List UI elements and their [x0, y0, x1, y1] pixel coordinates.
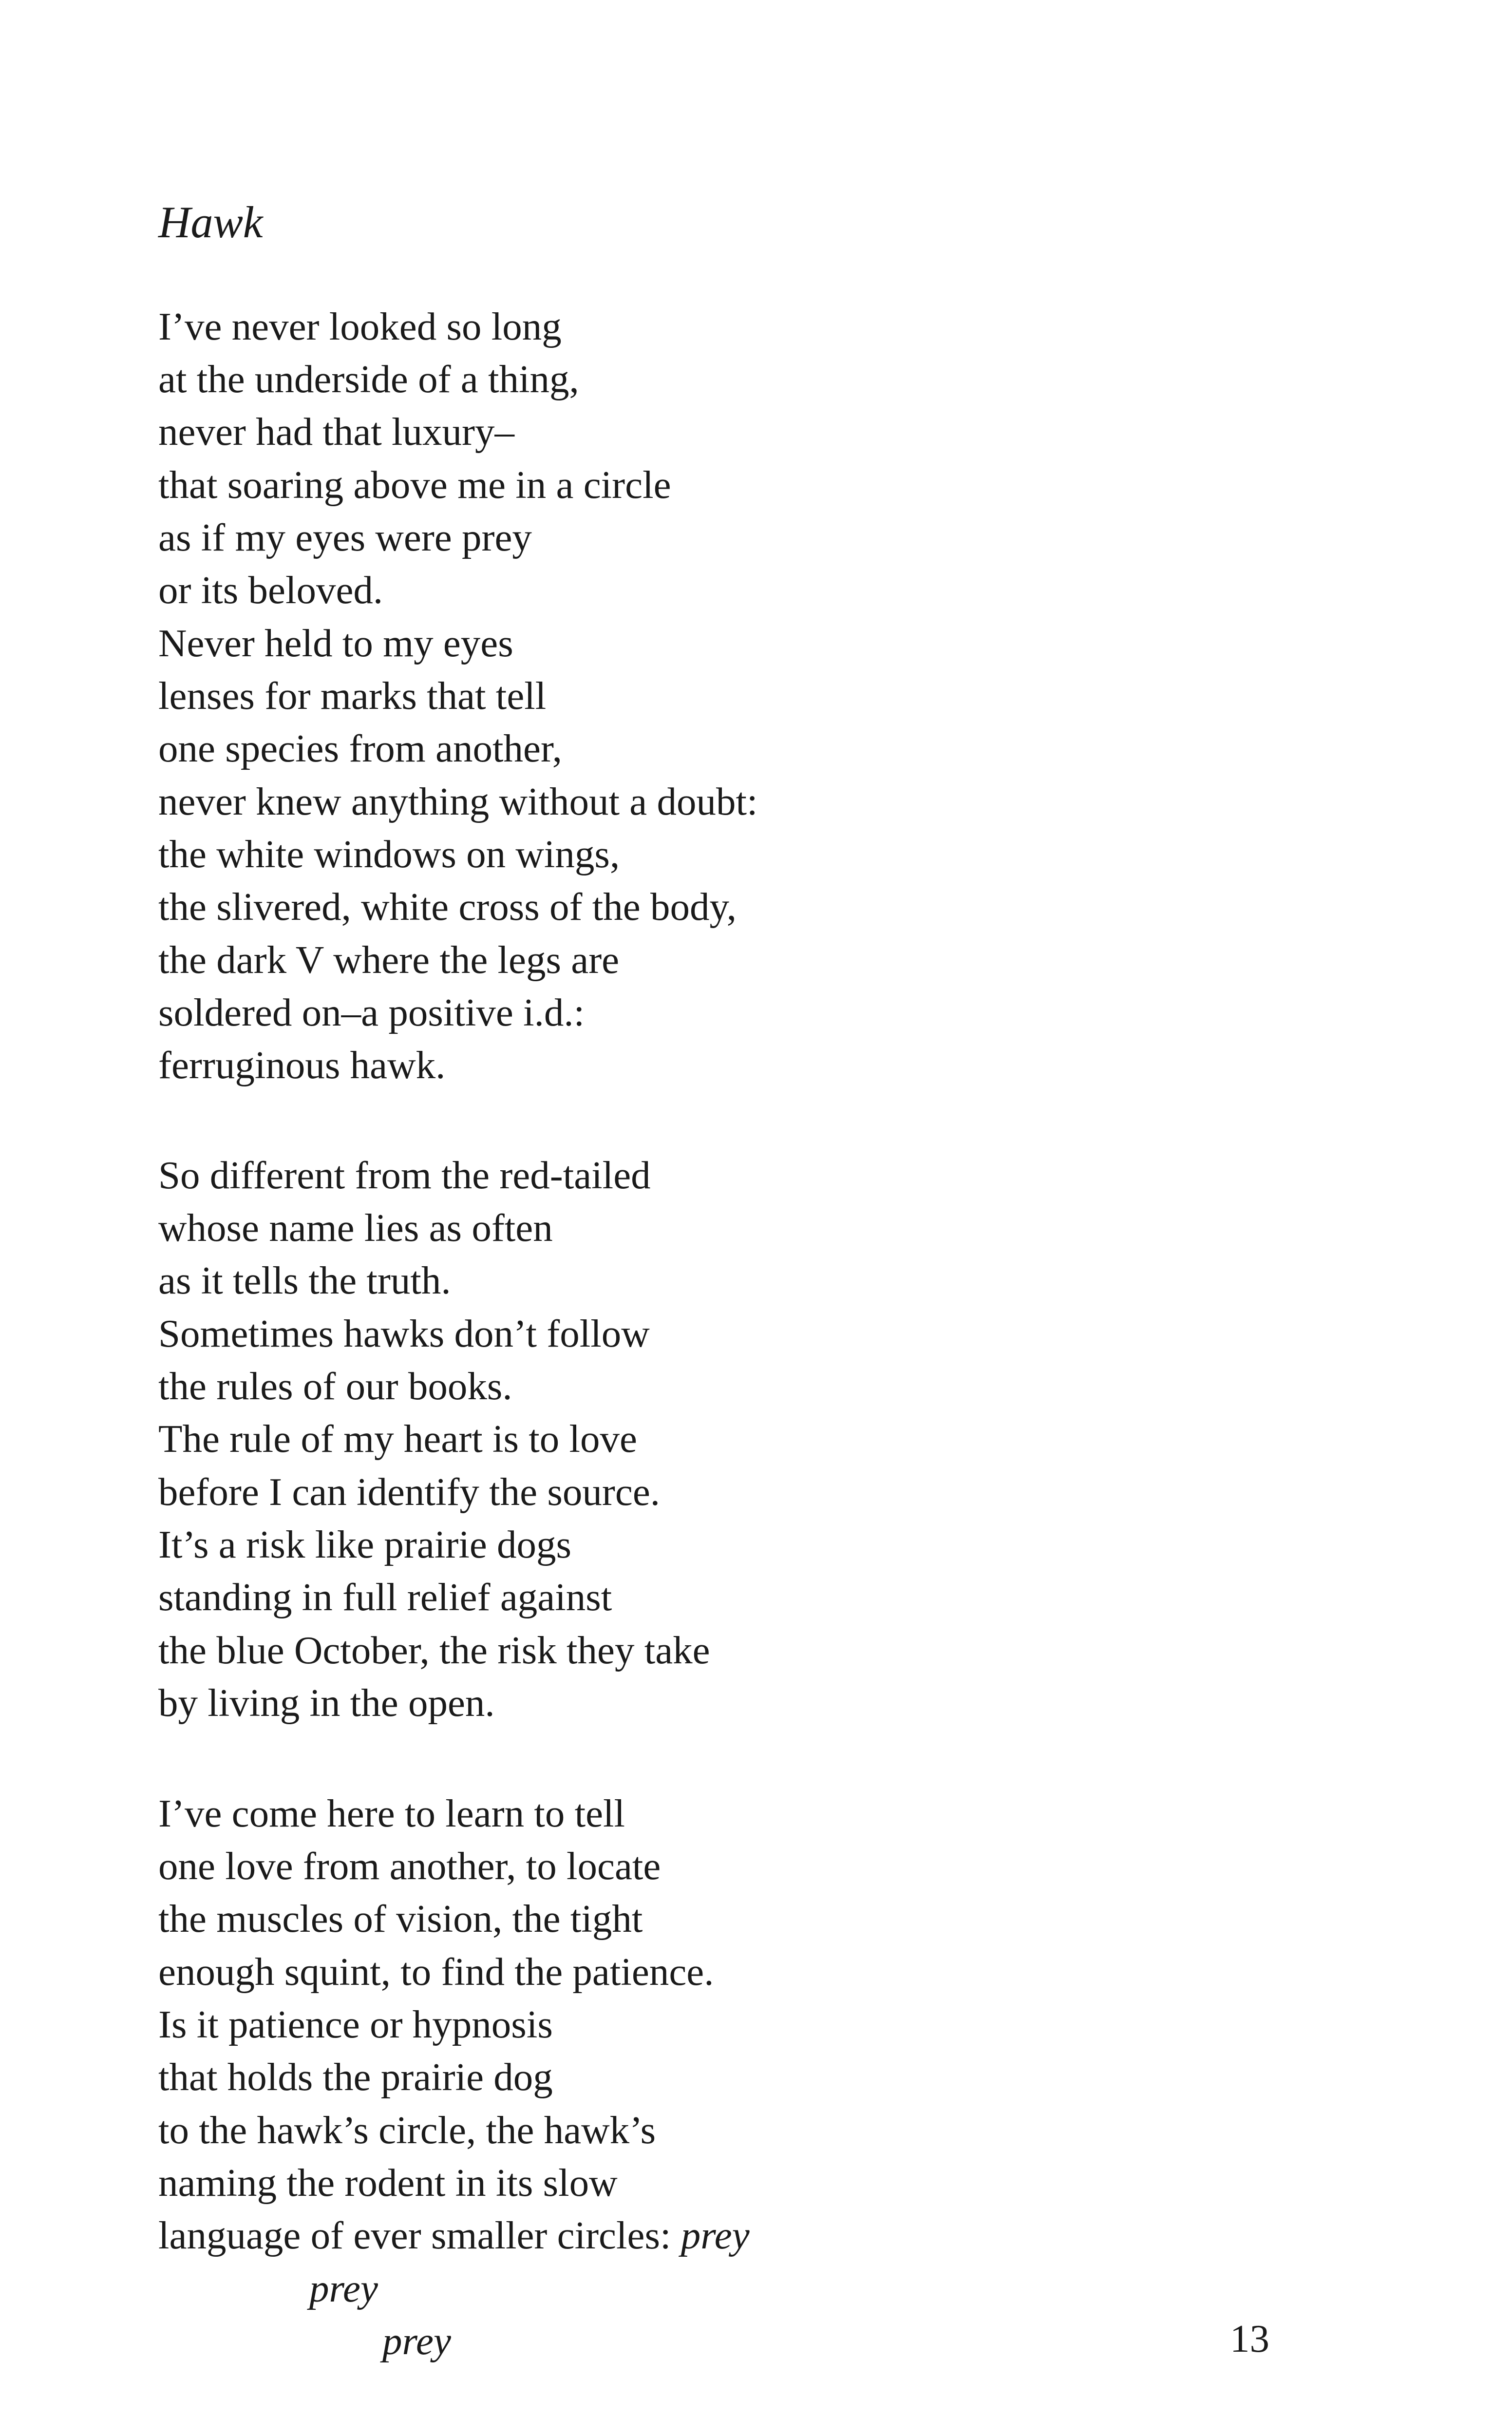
poem-line: that holds the prairie dog — [158, 2055, 553, 2099]
poem-line: I’ve come here to learn to tell — [158, 1791, 625, 1835]
poem-line: or its beloved. — [158, 568, 383, 612]
poem-line: So different from the red-tailed — [158, 1153, 651, 1197]
poem-line: Sometimes hawks don’t follow — [158, 1312, 650, 1355]
prey-indent-1: prey — [309, 2266, 378, 2310]
poem-line: as if my eyes were prey — [158, 515, 532, 559]
poem-line: never had that luxury– — [158, 410, 515, 454]
poem-line: the rules of our books. — [158, 1364, 512, 1408]
poem-line: Never held to my eyes — [158, 621, 513, 665]
poem-line: as it tells the truth. — [158, 1258, 451, 1302]
poem-line: at the underside of a thing, — [158, 357, 579, 401]
poem-line: the muscles of vision, the tight — [158, 1897, 643, 1941]
page-number: 13 — [1230, 2317, 1269, 2360]
poem-line: one species from another, — [158, 726, 562, 770]
poem-line: before I can identify the source. — [158, 1470, 661, 1514]
poem-line: ferruginous hawk. — [158, 1043, 446, 1087]
poem-line: naming the rodent in its slow — [158, 2161, 618, 2205]
poem-line: that soaring above me in a circle — [158, 463, 671, 507]
poem-line-text: language of ever smaller circles: — [158, 2213, 681, 2257]
poem-line: the slivered, white cross of the body, — [158, 885, 737, 929]
poem-line: one love from another, to locate — [158, 1844, 661, 1888]
poem-line: The rule of my heart is to love — [158, 1417, 637, 1461]
prey-word-italic: prey — [680, 2213, 750, 2257]
poem-line: the blue October, the risk they take — [158, 1628, 710, 1672]
poem-line: enough squint, to find the patience. — [158, 1950, 714, 1994]
prey-indent-2: prey — [382, 2319, 451, 2363]
poem-line: the white windows on wings, — [158, 832, 620, 876]
poem-line: standing in full relief against — [158, 1575, 612, 1619]
poem-line: whose name lies as often — [158, 1206, 553, 1250]
poem-title: Hawk — [158, 197, 263, 247]
poem-line: to the hawk’s circle, the hawk’s — [158, 2108, 656, 2152]
poem-line: I’ve never looked so long — [158, 304, 562, 348]
poem-line: lenses for marks that tell — [158, 674, 547, 718]
poem-line: Is it patience or hypnosis — [158, 2002, 553, 2046]
poem-line: by living in the open. — [158, 1681, 495, 1725]
poem-line: the dark V where the legs are — [158, 938, 620, 982]
poem-line: never knew anything without a doubt: — [158, 780, 758, 823]
poem-line: soldered on–a positive i.d.: — [158, 990, 585, 1034]
poem-line — [158, 2213, 750, 2257]
poem-line: It’s a risk like prairie dogs — [158, 1522, 572, 1566]
